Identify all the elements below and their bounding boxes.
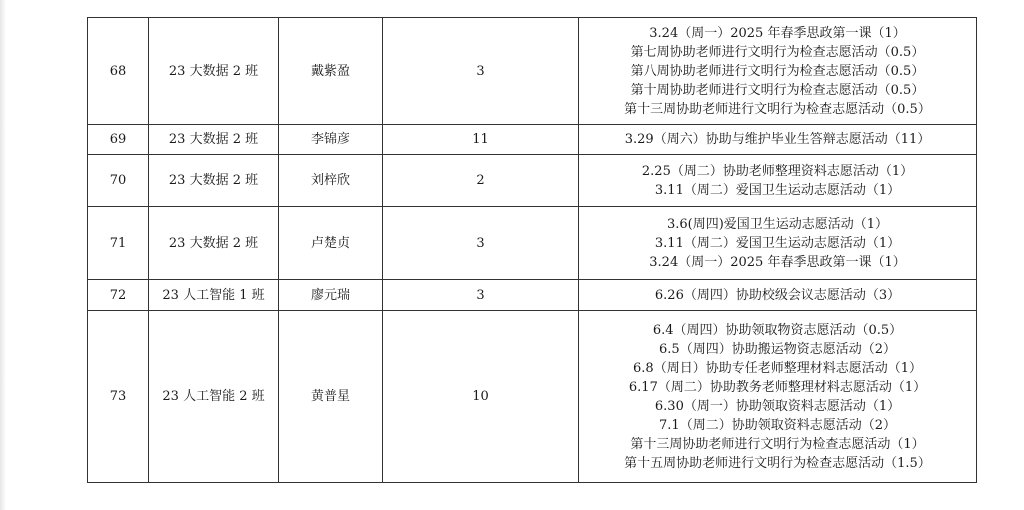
class-name: 23 人工智能 2 班 [149, 311, 279, 483]
activity-item: 3.6(周四)爱国卫生运动志愿活动（1） [666, 216, 889, 232]
volunteer-hours: 2 [383, 155, 579, 207]
activity-list [579, 18, 977, 125]
activity-item: 3.11（周二）爱国卫生运动志愿活动（1） [654, 235, 901, 251]
activity-item: 第八周协助老师进行文明行为检查志愿活动（0.5） [630, 63, 925, 79]
table-row [88, 311, 977, 483]
student-name: 卢楚贞 [279, 207, 383, 280]
volunteer-hours: 3 [383, 18, 579, 125]
row-number: 73 [88, 311, 149, 483]
row-number: 72 [88, 280, 149, 311]
volunteer-hours-table [87, 17, 977, 483]
class-name: 23 大数据 2 班 [149, 125, 279, 155]
activity-item: 2.25（周二）协助老师整理资料志愿活动（1） [641, 163, 914, 179]
activity-item: 第十三周协助老师进行文明行为检查志愿活动（0.5） [624, 101, 931, 117]
table-row [88, 207, 977, 280]
student-name: 黄普星 [279, 311, 383, 483]
activity-item: 6.17（周二）协助教务老师整理材料志愿活动（1） [628, 379, 927, 395]
activity-item: 第七周协助老师进行文明行为检查志愿活动（0.5） [630, 44, 925, 60]
table-row [88, 155, 977, 207]
volunteer-hours: 10 [383, 311, 579, 483]
activity-item: 6.26（周四）协助校级会议志愿活动（3） [654, 287, 901, 303]
row-number: 71 [88, 207, 149, 280]
activity-item: 3.24（周一）2025 年春季思政第一课（1） [649, 25, 906, 41]
activity-item: 第十三周协助老师进行文明行为检查志愿活动（1） [630, 436, 925, 452]
activity-item: 3.24（周一）2025 年春季思政第一课（1） [649, 254, 906, 270]
activity-item: 3.11（周二）爱国卫生运动志愿活动（1） [654, 182, 901, 198]
student-name: 廖元瑞 [279, 280, 383, 311]
volunteer-hours: 3 [383, 280, 579, 311]
activity-list [579, 311, 977, 483]
class-name: 23 大数据 2 班 [149, 18, 279, 125]
volunteer-hours: 11 [383, 125, 579, 155]
table-row [88, 280, 977, 311]
table-row [88, 18, 977, 125]
activity-item: 第十周协助老师进行文明行为检查志愿活动（0.5） [630, 82, 925, 98]
row-number: 69 [88, 125, 149, 155]
activity-list [579, 280, 977, 311]
student-name: 刘梓欣 [279, 155, 383, 207]
table-body [88, 18, 977, 483]
activity-list [579, 125, 977, 155]
volunteer-hours: 3 [383, 207, 579, 280]
class-name: 23 人工智能 1 班 [149, 280, 279, 311]
page-edge-shadow [0, 0, 6, 510]
student-name: 戴紫盈 [279, 18, 383, 125]
activity-item: 6.30（周一）协助领取资料志愿活动（1） [654, 398, 901, 414]
table-row [88, 125, 977, 155]
activity-item: 6.4（周四）协助领取物资志愿活动（0.5） [652, 322, 903, 338]
activity-item: 6.5（周四）协助搬运物资志愿活动（2） [659, 341, 896, 357]
row-number: 70 [88, 155, 149, 207]
activity-list [579, 207, 977, 280]
activity-item: 3.29（周六）协助与维护毕业生答辩志愿活动（11） [624, 132, 931, 147]
class-name: 23 大数据 2 班 [149, 207, 279, 280]
student-name: 李锦彦 [279, 125, 383, 155]
class-name: 23 大数据 2 班 [149, 155, 279, 207]
activity-item: 7.1（周二）协助领取资料志愿活动（2） [659, 417, 896, 433]
activity-list [579, 155, 977, 207]
row-number: 68 [88, 18, 149, 125]
activity-item: 6.8（周日）协助专任老师整理材料志愿活动（1） [633, 360, 922, 376]
activity-item: 第十五周协助老师进行文明行为检查志愿活动（1.5） [624, 455, 931, 471]
